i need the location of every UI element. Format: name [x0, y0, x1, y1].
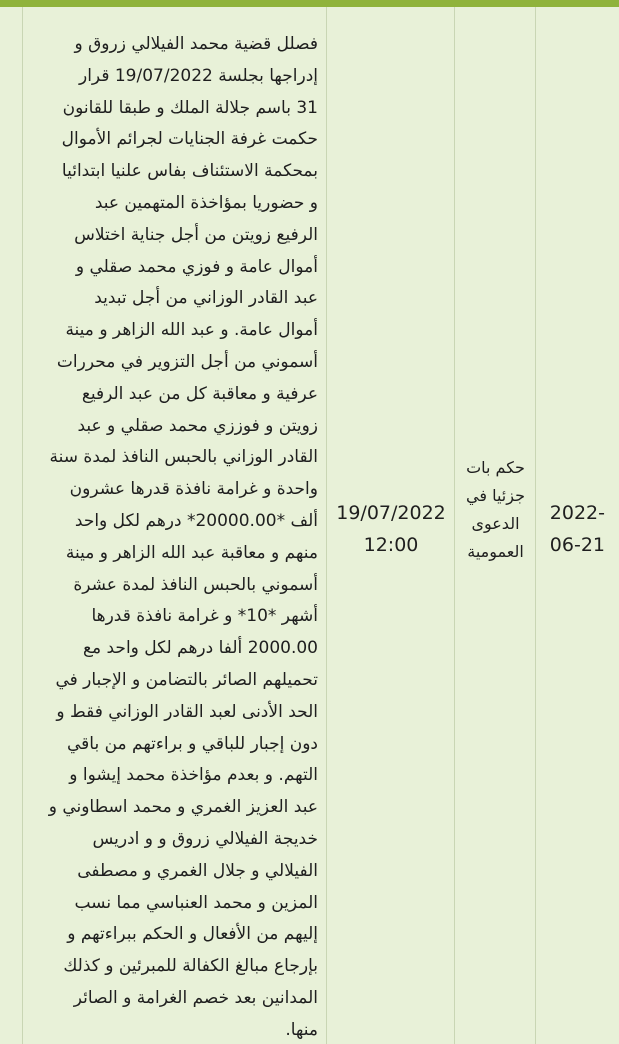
judgment-type: حكم بات جزئيا في الدعوى العمومية: [466, 458, 525, 561]
table-header-bar: [0, 0, 619, 7]
session-datetime: 19/07/2022 12:00: [336, 502, 446, 556]
judgment-content: فصلل قضية محمد الفيلالي زروق و إدراجها بجلسة 19/07/2022 قرار 31 باسم جلالة الملك و طبقا للقانون حكمت غرفة الجنايات لجرائم الأموال بمحكمة الاستئناف بفاس علنيا ابتدائيا و حضوريا بمؤاخذة المتهمين عبد الرفيع زويتن من أجل جناية اختلاس أموال عامة و فوزي محمد صقلي و عبد القادر الوزاني من أجل تبديد أموال عامة. و عبد الله الزاهر و مينة أسموني من أجل التزوير في محررات عرفية و معاقبة كل من عبد الرفيع زويتن و فوززي محمد صقلي و عبد القادر الوزاني بالحبس النافذ لمدة سنة واحدة و غرامة نافذة قدرها عشرون ألف *20000.00* درهم لكل واحد منهم و معاقبة عبد الله الزاهر و مينة أسموني بالحبس النافذ لمدة عشرة أشهر *10* و غرامة نافذة قدرها 2000.00 ألفا درهم لكل واحد مع تحميلهم الصائر بالتضامن و الإجبار في الحد الأدنى لعبد القادر الوزاني فقط و دون إجبار للباقي و براءتهم من باقي التهم. و بعدم مؤاخذة محمد إيشوا و عبد العزيز الغمري و محمد اسطاوني و خديجة الفيلالي زروق و و ادريس الفيلالي و جلال الغمري و مصطفى المزين و محمد العنباسي مما نسب إليهم من الأفعال و الحكم ببراءتهم و بإرجاع مبالغ الكفالة للمبرئين و كذلك المدانين بعد خصم الغرامة و الصائر منها.: [48, 34, 318, 1040]
judgment-date: 2022-06-21: [549, 502, 605, 556]
judgment-content-cell: [22, 7, 326, 1044]
table-edge: [0, 7, 22, 1044]
judgment-type-cell: [454, 7, 535, 1044]
table-row: [0, 7, 619, 1044]
date-cell: [535, 7, 619, 1044]
session-cell: [326, 7, 454, 1044]
